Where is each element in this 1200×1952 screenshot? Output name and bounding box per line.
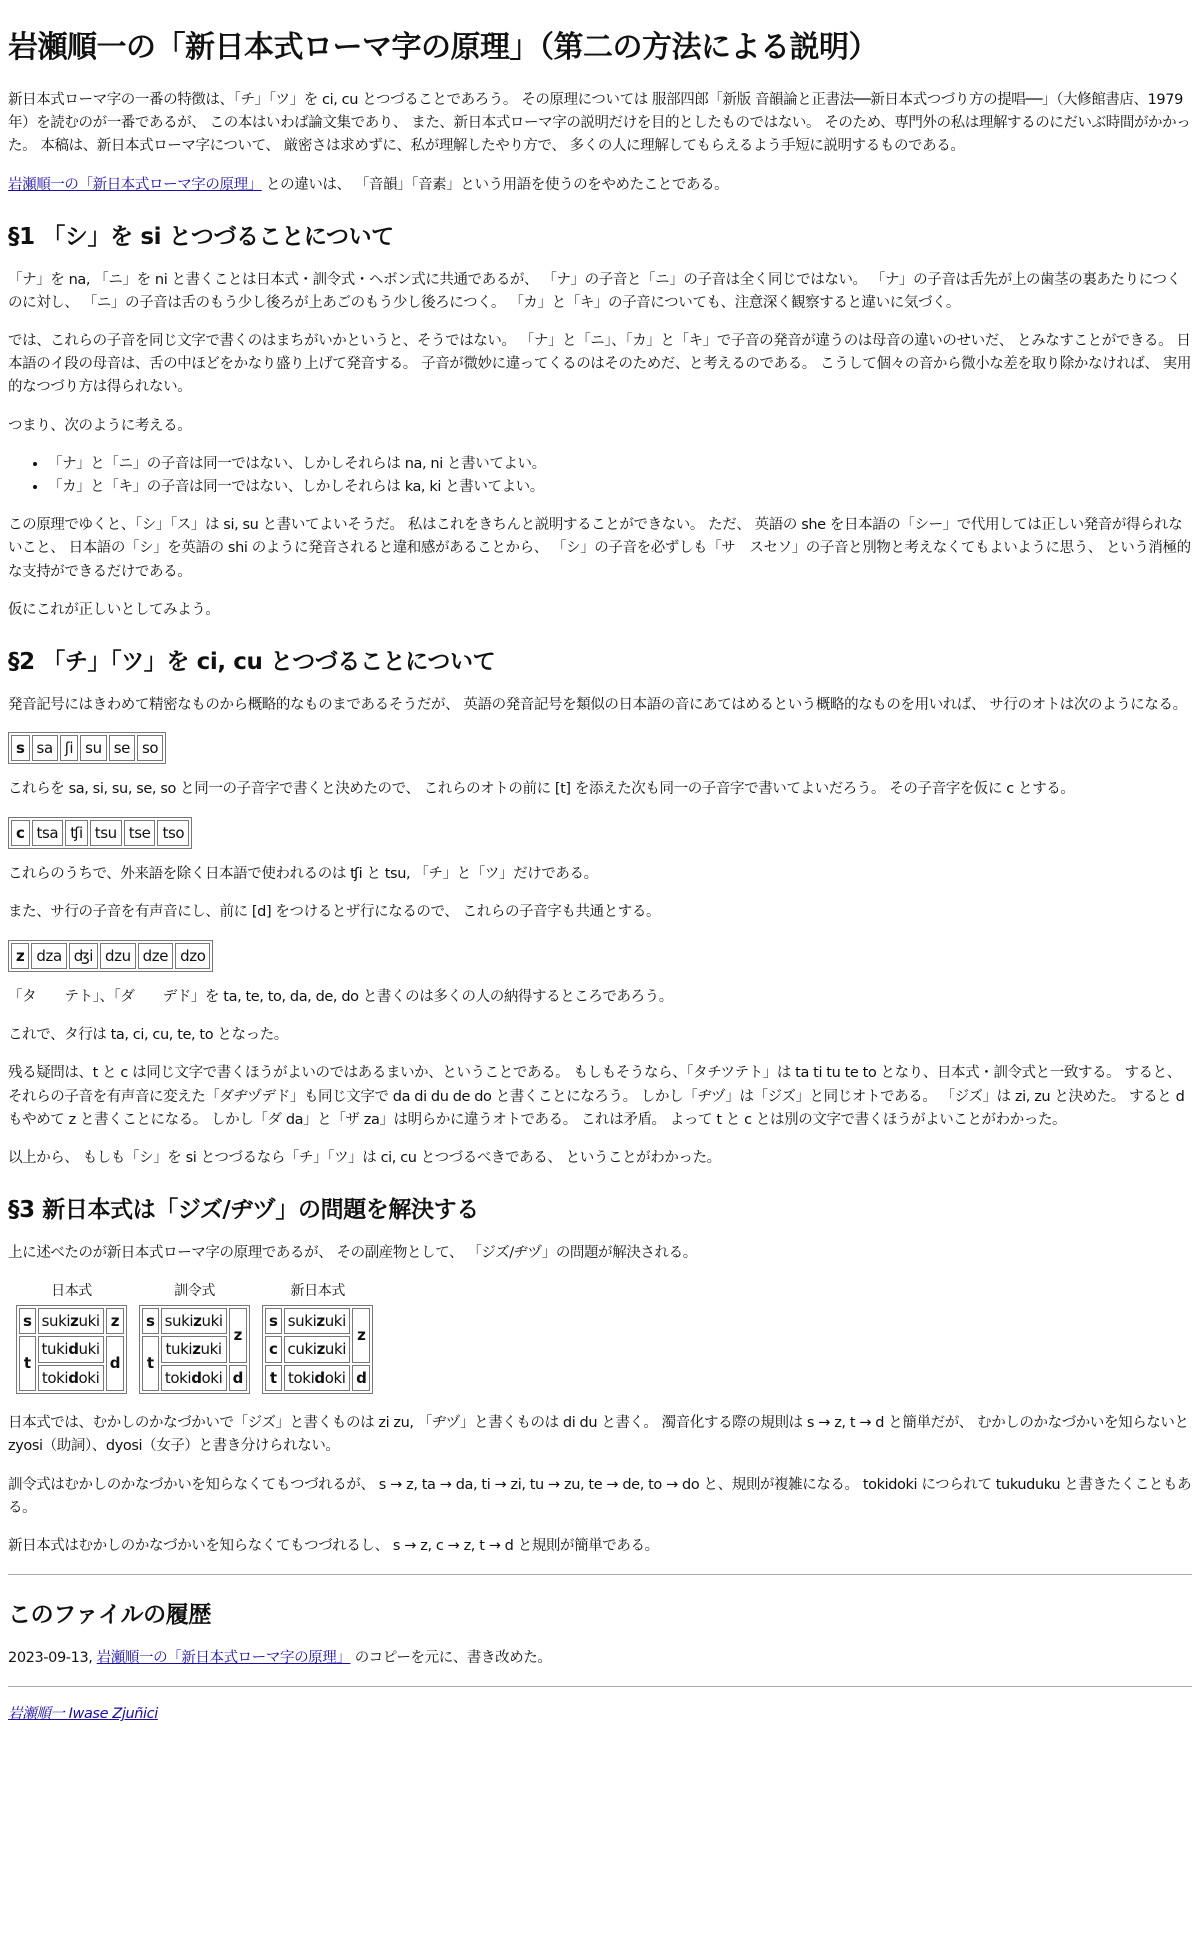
s3-paragraph: 訓令式はむかしのかなづかいを知らなくてもつづれるが、 s → z, ta → da, ti → zi, tu → zu, te → de, to → do と、規則が複雑になる。 tokidoki につられて tukuduku と書きたくこともある。 [8,1476,1192,1516]
history-entry [8,1647,1192,1670]
table-cell: tse [124,820,156,847]
consonant-cell: t [142,1336,159,1391]
voiced-letter: z [316,1340,325,1359]
romanization-comparison [16,1280,1192,1394]
history-date: 2023-09-13, [8,1649,97,1666]
table-cell: ʧi [65,820,88,847]
table-row [19,1308,124,1335]
word-cell [284,1336,351,1363]
comparison-caption: 訓令式 [174,1283,215,1300]
s3-paragraph: 新日本式はむかしのかなづかいを知らなくてもつづれるし、 s → z, c → z, t → d と規則が簡単である。 [8,1537,659,1554]
intro-paragraph: 新日本式ローマ字の一番の特徴は、「チ」「ツ」を ci, cu とつづることであろう。 その原理については 服部四郎「新版 音韻論と正書法──新日本式つづり方の提唱──」（大修館書店、1979 年）を読むのが一番であるが、 この本はいわば論文集であり、 また、新日本式ローマ字の説明だけを目的としたものではない。 そのため、専門外の私は理解するのにだいぶ時間がかかった。 本稿は、新日本式ローマ字について、 厳密さは求めずに、私が理解したやり方で、 多くの人に理解してもらえるよう手短に説明するものである。 [8,92,1191,155]
voiced-consonant-cell: z [229,1308,247,1363]
word-part: tuki [165,1340,193,1359]
comparison-block [262,1280,373,1394]
word-cell [161,1308,227,1335]
word-part: uki [200,1340,222,1359]
s1-paragraph: 仮にこれが正しいとしてみよう。 [8,601,220,618]
table-row [265,1308,370,1335]
voiced-consonant-cell: z [106,1308,124,1335]
s2-paragraph: 「タ テト」、「ダ デド」を ta, te, to, da, de, do と書くのは多くの人の納得するところであろう。 [8,989,673,1006]
word-part: toki [288,1368,315,1387]
voiced-consonant-cell: d [106,1336,124,1391]
word-part: suki [41,1311,71,1330]
s2-paragraph: これらを sa, si, su, se, so と同一の子音字で書くと決めたので、 これらのオトの前に [t] を添えた次も同一の子音字で書いてよいだろう。 その子音字を仮に c とする。 [8,781,1075,798]
voiced-letter: z [70,1311,79,1330]
table-cell: s [11,735,30,762]
divider [8,1574,1192,1575]
s3-paragraph: 上に述べたのが新日本式ローマ字の原理であるが、 その副産物として、 「ジズ/ヂヅ」の問題が解決される。 [8,1245,697,1262]
list-item: • 「カ」と「キ」の子音は同一ではない、しかしそれらは ka, ki と書いてよい。 [48,476,1192,499]
history-text: のコピーを元に、書き改めた。 [350,1649,552,1666]
voiced-consonant-cell: d [229,1365,247,1392]
s2-paragraph: これで、タ行は ta, ci, cu, te, to となった。 [8,1027,288,1044]
voiced-letter: d [314,1368,325,1387]
word-part: uki [201,1311,223,1330]
word-part: cuki [287,1340,317,1359]
voiced-letter: d [191,1368,202,1387]
table-row [142,1308,247,1335]
table-cell: dza [31,943,66,970]
word-part: suki [287,1311,317,1330]
consonant-cell: t [19,1336,36,1391]
word-part: toki [164,1368,192,1387]
word-part: uki [324,1340,347,1359]
table-cell: so [137,735,163,762]
word-part: oki [78,1368,100,1387]
voiced-consonant-cell: z [352,1308,370,1363]
voiced-letter: z [193,1311,202,1330]
section-3-heading: §3 新日本式は「ジズ/ヂヅ」の問題を解決する [8,1197,479,1224]
word-part: toki [41,1368,69,1387]
s1-list [8,453,1192,499]
table-cell: tsa [32,820,64,847]
table-cell: dze [138,943,173,970]
original-article-link[interactable]: 岩瀬順一の「新日本式ローマ字の原理」 [8,176,262,193]
table-cell: c [11,820,30,847]
history-link[interactable]: 岩瀬順一の「新日本式ローマ字の原理」 [96,1649,351,1666]
word-part: uki [78,1311,100,1330]
list-item: • 「ナ」と「ニ」の子音は同一ではない、しかしそれらは na, ni と書いてよい。 [48,453,1192,476]
table-cell: tso [157,820,189,847]
table-row [265,1365,370,1392]
s2-paragraph: 以上から、 もしも「シ」を si とつづるなら「チ」「ツ」は ci, cu とつづるべきである、 ということがわかった。 [8,1149,721,1166]
consonant-cell: t [265,1365,282,1392]
sa-row-table [8,732,166,765]
table-row [19,1336,124,1363]
z-row-table [8,940,213,973]
table-cell: dzu [100,943,136,970]
s2-paragraph: また、サ行の子音を有声音にし、前に [d] をつけるとザ行になるので、 これらの子音字も共通とする。 [8,904,661,921]
s1-paragraph: つまり、次のように考える。 [8,417,192,434]
word-part: uki [78,1340,100,1359]
table-cell: ʃi [60,735,78,762]
table-cell: tsu [90,820,122,847]
word-cell [161,1336,227,1363]
table-cell: z [11,943,29,970]
page-title: 岩瀬順一の「新日本式ローマ字の原理」（第二の方法による説明） [8,30,878,65]
divider [8,1686,1192,1687]
comparison-block [16,1280,127,1394]
table-cell: su [80,735,107,762]
c-row-table [8,817,192,850]
consonant-cell: c [265,1336,282,1363]
word-part: oki [324,1368,346,1387]
voiced-letter: z [192,1340,201,1359]
consonant-cell: s [142,1308,159,1335]
table-cell: se [109,735,135,762]
author-link[interactable]: 岩瀬順一 Iwase Zjuñici [8,1706,158,1723]
word-cell [38,1336,104,1363]
s1-paragraph: この原理でゆくと、「シ」「ス」は si, su と書いてよいそうだ。 私はこれをきちんと説明することができない。 ただ、 英語の she を日本語の「シー」で代用しては正しい発音が得られないこと、 日本語の「シ」を英語の shi のように発音されると違和感があることから、 「シ」の子音を必ずしも「サ スセソ」の子音と別物と考えなくてもよいように思う、 という消極的な支持ができるだけである。 [8,517,1191,580]
diff-paragraph [8,174,1192,197]
word-cell [161,1365,227,1392]
word-cell [38,1365,104,1392]
table-cell: ʤi [69,943,98,970]
s2-paragraph: これらのうちで、外来語を除く日本語で使われるのは ʧi と tsu, 「チ」と「ツ」だけである。 [8,866,598,883]
comparison-caption: 新日本式 [290,1283,345,1300]
s2-paragraph: 発音記号にはきわめて精密なものから概略的なものまであるそうだが、 英語の発音記号を類似の日本語の音にあてはめるという概略的なものを用いれば、 サ行のオトは次のようになる。 [8,696,1187,713]
voiced-letter: d [68,1340,79,1359]
footer [8,1703,1192,1726]
comparison-table [262,1305,373,1395]
word-part: uki [324,1311,346,1330]
section-1-heading: §1 「シ」を si とつづることについて [8,223,394,250]
word-part: tuki [41,1340,69,1359]
comparison-caption: 日本式 [51,1283,92,1300]
s1-paragraph: では、これらの子音を同じ文字で書くのはまちがいかというと、そうではない。 「ナ」と「ニ」、「カ」と「キ」で子音の発音が違うのは母音の違いのせいだ、 とみなすことができる。 日本語のイ段の母音は、舌の中ほどをかなり盛り上げて発音する。 子音が微妙に違ってくるのはそのためだ、と考えるのである。 こうして個々の音から微小な差を取り除かなければ、 実用的なつづり方は得られない。 [8,333,1191,396]
consonant-cell: s [19,1308,36,1335]
diff-text: との違いは、 「音韻」「音素」という用語を使うのをやめたことである。 [261,176,729,193]
s1-paragraph: 「ナ」を na, 「ニ」を ni と書くことは日本式・訓令式・ヘボン式に共通であるが、 「ナ」の子音と「ニ」の子音は全く同じではない。 「ナ」の子音は舌先が上の歯茎の裏あたりにつくのに対し、 「ニ」の子音は舌のもう少し後ろが上あごのもう少し後ろにつく。 「カ」と「キ」の子音についても、注意深く観察すると違いに気づく。 [8,271,1181,311]
s3-paragraph: 日本式では、むかしのかなづかいで「ジズ」と書くものは zi zu, 「ヂヅ」と書くものは di du と書く。 濁音化する際の規則は s → z, t → d と簡単だが、 むかしのかなづかいを知らないと zyosi（助詞）、dyosi（女子）と書き分けられない。 [8,1415,1189,1455]
voiced-consonant-cell: d [352,1365,370,1392]
comparison-block [139,1280,250,1394]
word-part: oki [201,1368,223,1387]
s2-paragraph: 残る疑問は、t と c は同じ文字で書くほうがよいのではあるまいか、ということである。 もしもそうなら、「タチツテト」は ta ti tu te to となり、日本式・訓令式と一致する。 すると、それらの子音を有声音に変えた「ダヂヅデド」も同じ文字で da di du de do と書くことになろう。 しかし「ヂヅ」は「ジズ」と同じオトである。 「ジズ」は zi, zu と決めた。 すると d もやめて z と書くことになる。 しかし「ダ da」と「ザ za」は明らかに違うオトである。 これは矛盾。 よって t と c とは別の文字で書くほうがよいことがわかった。 [8,1065,1185,1128]
section-2-heading: §2 「チ」「ツ」を ci, cu とつづることについて [8,648,496,675]
comparison-table [139,1305,250,1395]
word-cell [38,1308,104,1335]
voiced-letter: z [316,1311,325,1330]
table-cell: sa [32,735,58,762]
word-part: suki [164,1311,194,1330]
comparison-table [16,1305,127,1395]
voiced-letter: d [68,1368,79,1387]
word-cell [284,1365,351,1392]
table-cell: dzo [175,943,210,970]
consonant-cell: s [265,1308,282,1335]
history-heading: このファイルの履歴 [8,1602,211,1629]
word-cell [284,1308,351,1335]
